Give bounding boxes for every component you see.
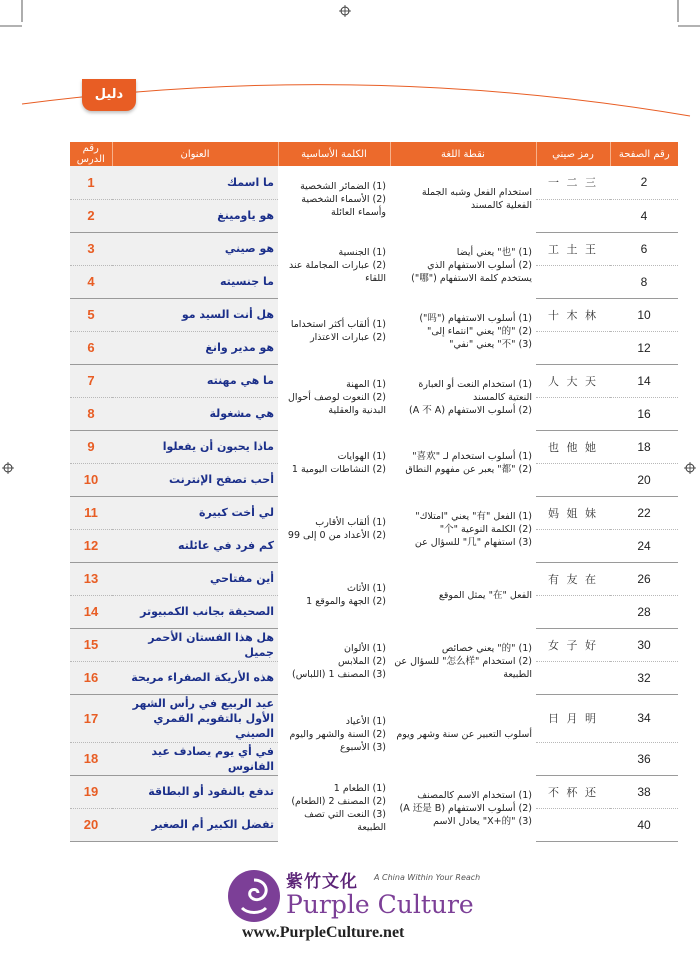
lesson-number: 9 bbox=[70, 430, 112, 463]
lesson-title[interactable]: هو ياومينغ bbox=[112, 199, 278, 232]
page-number: 26 bbox=[610, 562, 678, 595]
language-point: استخدام الفعل وشبه الجملة الفعلية كالمسند bbox=[421, 187, 532, 211]
chinese-symbol-empty bbox=[536, 397, 610, 430]
chinese-symbol-empty bbox=[536, 529, 610, 562]
keywords: (1) ألقاب أكثر استخداما (2) عبارات الاعتذار bbox=[290, 319, 386, 343]
page-number: 18 bbox=[610, 430, 678, 463]
table-row bbox=[70, 694, 678, 742]
page-number: 10 bbox=[610, 298, 678, 331]
language-point: (1) "也" يعني أيضا (2) أسلوب الاستفهام الذي يستخدم كلمة الاستفهام ("哪") bbox=[411, 246, 532, 284]
lesson-title[interactable]: تفضل الكبير أم الصغير bbox=[112, 808, 278, 841]
page-number: 38 bbox=[610, 775, 678, 808]
table-row bbox=[70, 628, 678, 661]
page-number: 32 bbox=[610, 661, 678, 694]
keywords: (1) الألوان (2) الملابس (3) المصنف 1 (اللباس) bbox=[291, 642, 386, 680]
page-number: 28 bbox=[610, 595, 678, 628]
chinese-symbol-empty bbox=[536, 808, 610, 841]
chinese-symbol-empty bbox=[536, 199, 610, 232]
lesson-number: 11 bbox=[70, 496, 112, 529]
lesson-title[interactable]: هل أنت السيد مو bbox=[112, 298, 278, 331]
table-row bbox=[70, 496, 678, 529]
logo-chinese-name: 紫竹文化 bbox=[286, 872, 358, 892]
table-row bbox=[70, 430, 678, 463]
chinese-symbol: 有 友 在 bbox=[536, 562, 610, 595]
page-number: 34 bbox=[610, 694, 678, 742]
page-number: 36 bbox=[610, 742, 678, 775]
keywords: (1) الأثاث (2) الجهة والموقع 1 bbox=[306, 583, 386, 607]
lesson-number: 17 bbox=[70, 694, 112, 742]
lesson-number: 4 bbox=[70, 265, 112, 298]
chinese-symbol-empty bbox=[536, 742, 610, 775]
lesson-title[interactable]: أحب تصفح الإنترنت bbox=[112, 463, 278, 496]
lesson-title[interactable]: تدفع بالنقود أو البطاقة bbox=[112, 775, 278, 808]
table-row bbox=[70, 562, 678, 595]
language-point: (1) أسلوب استخدام لـ "喜欢" (2) "都" يعبر عن مفهوم النطاق bbox=[405, 451, 532, 475]
chinese-symbol: 女 子 好 bbox=[536, 628, 610, 661]
lesson-title[interactable]: هذه الأريكة الصفراء مريحة bbox=[112, 661, 278, 694]
page-number: 14 bbox=[610, 364, 678, 397]
logo-english-name: Purple Culture bbox=[286, 890, 474, 919]
lesson-number: 2 bbox=[70, 199, 112, 232]
table-row bbox=[70, 298, 678, 331]
lesson-title[interactable]: لي أخت كبيرة bbox=[112, 496, 278, 529]
keywords: (1) الأعياد (2) السنة والشهر واليوم (3) الأسبوع bbox=[289, 716, 386, 753]
keywords: (1) المهنة (2) النعوت لوصف أحوال البدنية والعقلية bbox=[287, 378, 386, 416]
lesson-number: 10 bbox=[70, 463, 112, 496]
logo-url: www.PurpleCulture.net bbox=[242, 924, 405, 941]
keywords: (1) الجنسية (2) عبارات المجاملة عند اللقاء bbox=[288, 246, 386, 284]
lesson-title[interactable]: أين مفتاحي bbox=[112, 562, 278, 595]
chinese-symbol-empty bbox=[536, 265, 610, 298]
chinese-symbol-empty bbox=[536, 463, 610, 496]
language-point: (1) "的" يعني خصائص (2) استخدام "怎么样" للسؤال عن الطبيعة bbox=[394, 642, 532, 680]
table-row bbox=[70, 364, 678, 397]
page-number: 16 bbox=[610, 397, 678, 430]
lesson-title[interactable]: ما هي مهنته bbox=[112, 364, 278, 397]
lesson-title[interactable]: هو مدير وانغ bbox=[112, 331, 278, 364]
keywords: (1) الطعام 1 (2) المصنف 2 (الطعام) (3) النعت التي تصف الطبيعة bbox=[291, 783, 386, 833]
page-number: 6 bbox=[610, 232, 678, 265]
chinese-symbol: 一 二 三 bbox=[536, 166, 610, 199]
page-title-tab: دليل bbox=[82, 79, 136, 111]
lesson-number: 13 bbox=[70, 562, 112, 595]
lesson-number: 6 bbox=[70, 331, 112, 364]
language-point: (1) استخدام النعت أو العبارة النعتية كالمسند (2) أسلوب الاستفهام (A 不 A) bbox=[409, 378, 532, 416]
column-header: رقم الدرس bbox=[70, 142, 112, 166]
page-number: 30 bbox=[610, 628, 678, 661]
keywords: (1) ألقاب الأقارب (2) الأعداد من 0 إلى 99 bbox=[287, 517, 386, 541]
lesson-title[interactable]: كم فرد في عائلته bbox=[112, 529, 278, 562]
registration-mark-right bbox=[684, 462, 694, 472]
lesson-number: 3 bbox=[70, 232, 112, 265]
language-point: (1) الفعل "有" يعني "امتلاك" (2) الكلمة النوعية "个" (3) استفهام "几" للسؤال عن bbox=[414, 510, 532, 548]
lesson-title[interactable]: في أي يوم يصادف عيد الفانوس bbox=[112, 742, 278, 775]
lesson-number: 1 bbox=[70, 166, 112, 199]
lesson-number: 18 bbox=[70, 742, 112, 775]
logo-swirl-icon bbox=[228, 870, 280, 922]
chinese-symbol-empty bbox=[536, 661, 610, 694]
chinese-symbol: 妈 姐 妹 bbox=[536, 496, 610, 529]
column-header: نقطة اللغة bbox=[390, 142, 536, 166]
column-header: رقم الصفحة bbox=[610, 142, 678, 166]
lesson-title[interactable]: ماذا يحبون أن يفعلوا bbox=[112, 430, 278, 463]
table-row bbox=[70, 166, 678, 199]
lesson-title[interactable]: ما اسمك bbox=[112, 166, 278, 199]
lesson-number: 5 bbox=[70, 298, 112, 331]
table-row bbox=[70, 232, 678, 265]
contents-table bbox=[70, 142, 678, 842]
lesson-title[interactable]: الصحيفة بجانب الكمبيوتر bbox=[112, 595, 278, 628]
lesson-title[interactable]: عيد الربيع في رأس الشهر الأول بالتقويم القمري الصيني bbox=[112, 694, 278, 742]
column-header: الكلمة الأساسية bbox=[278, 142, 390, 166]
lesson-number: 19 bbox=[70, 775, 112, 808]
page-number: 24 bbox=[610, 529, 678, 562]
chinese-symbol: 工 土 王 bbox=[536, 232, 610, 265]
lesson-title[interactable]: هي مشغولة bbox=[112, 397, 278, 430]
lesson-number: 16 bbox=[70, 661, 112, 694]
lesson-number: 8 bbox=[70, 397, 112, 430]
table-header-row bbox=[70, 142, 678, 166]
page-number: 20 bbox=[610, 463, 678, 496]
registration-mark-left bbox=[2, 462, 12, 472]
chinese-symbol-empty bbox=[536, 595, 610, 628]
page-number: 4 bbox=[610, 199, 678, 232]
lesson-title[interactable]: هو صيني bbox=[112, 232, 278, 265]
lesson-title[interactable]: هل هذا الفستان الأحمر جميل bbox=[112, 628, 278, 661]
lesson-number: 20 bbox=[70, 808, 112, 841]
page-number: 22 bbox=[610, 496, 678, 529]
logo-tagline: A China Within Your Reach bbox=[374, 873, 481, 882]
chinese-symbol: 人 大 天 bbox=[536, 364, 610, 397]
language-point: (1) استخدام الاسم كالمصنف (2) أسلوب الاستفهام (A 还是 B) (3) "X+的" يعادل الاسم bbox=[399, 789, 532, 827]
purple-culture-watermark bbox=[228, 866, 481, 950]
page-number: 2 bbox=[610, 166, 678, 199]
lesson-number: 12 bbox=[70, 529, 112, 562]
chinese-symbol: 也 他 她 bbox=[536, 430, 610, 463]
header-decoration bbox=[0, 0, 700, 140]
chinese-symbol: 不 杯 还 bbox=[536, 775, 610, 808]
lesson-number: 15 bbox=[70, 628, 112, 661]
column-header: العنوان bbox=[112, 142, 278, 166]
keywords: (1) الضمائر الشخصية (2) الأسماء الشخصية وأسماء العائلة bbox=[300, 180, 386, 218]
language-point: (1) أسلوب الاستفهام ("吗") (2) "的" يعني "انتماء إلى" (3) "不" يعني "نفي" bbox=[419, 312, 532, 350]
page-number: 8 bbox=[610, 265, 678, 298]
page-number: 12 bbox=[610, 331, 678, 364]
page-number: 40 bbox=[610, 808, 678, 841]
chinese-symbol: 十 木 林 bbox=[536, 298, 610, 331]
keywords: (1) الهوايات (2) النشاطات اليومية 1 bbox=[291, 451, 386, 475]
lesson-number: 14 bbox=[70, 595, 112, 628]
table-row bbox=[70, 775, 678, 808]
lesson-title[interactable]: ما جنسيته bbox=[112, 265, 278, 298]
language-point: الفعل "在" يمثل الموقع bbox=[438, 589, 532, 601]
language-point: أسلوب التعبير عن سنة وشهر ويوم bbox=[396, 729, 532, 740]
column-header: رمز صيني bbox=[536, 142, 610, 166]
lesson-number: 7 bbox=[70, 364, 112, 397]
chinese-symbol: 日 月 明 bbox=[536, 694, 610, 742]
chinese-symbol-empty bbox=[536, 331, 610, 364]
